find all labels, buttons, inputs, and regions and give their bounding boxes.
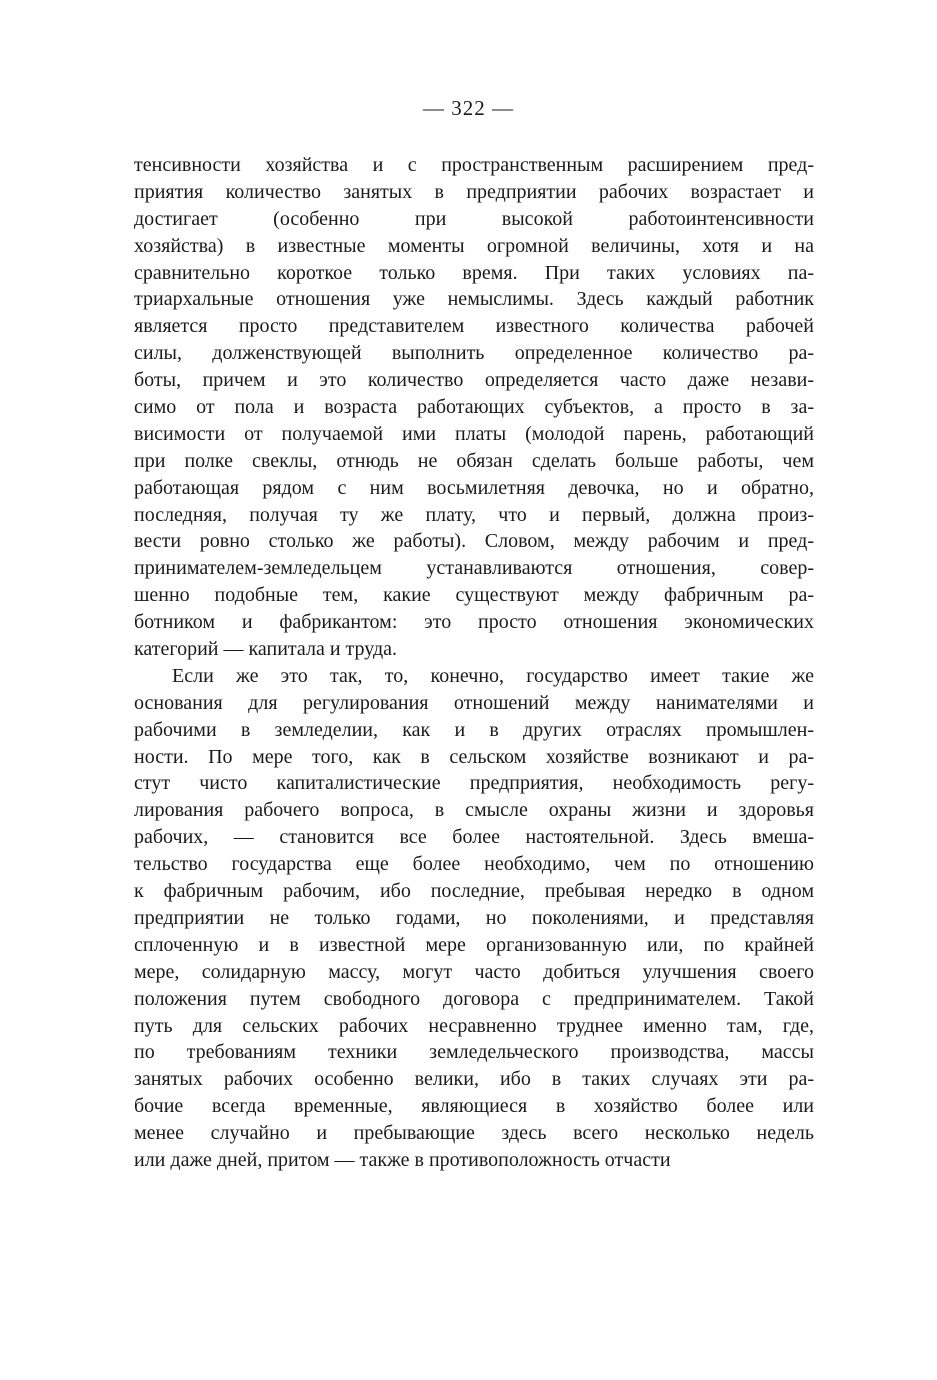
text-line: работающая рядом с ним восьмилетняя девочка, но и обратно, (134, 476, 814, 499)
text-line: вести ровно столько же работы). Словом, между рабочим и пред- (134, 530, 814, 553)
text-line: шенно подобные тем, какие существуют между фабричным ра- (134, 584, 814, 607)
text-line: последняя, получая ту же плату, что и первый, должна произ- (134, 503, 814, 526)
paragraph (134, 152, 814, 663)
text-line: предприятии не только годами, но поколениями, и представляя (134, 906, 814, 929)
text-line: стут чисто капиталистические предприятия, необходимость регу- (134, 772, 814, 795)
text-line: симо от пола и возраста работающих субъектов, а просто в за- (134, 396, 814, 419)
text-line: путь для сельских рабочих несравненно труднее именно там, где, (134, 1014, 814, 1037)
text-line: ботником и фабрикантом: это просто отношения экономических (134, 611, 814, 634)
text-line: тенсивности хозяйства и с пространственным расширением пред- (134, 154, 814, 176)
paragraph (134, 663, 814, 1174)
text-line: боты, причем и это количество определяется часто даже незави- (134, 369, 814, 392)
text-line: силы, долженствующей выполнить определенное количество ра- (134, 342, 814, 365)
body-text (134, 152, 814, 1174)
text-line: является просто представителем известного количества рабочей (134, 315, 814, 338)
text-line: сплоченную и в известной мере организованную или, по крайней (134, 933, 814, 956)
text-line: категорий — капитала и труда. (134, 638, 398, 661)
text-line: триархальные отношения уже немыслимы. Здесь каждый работник (134, 288, 814, 311)
text-line: висимости от получаемой ими платы (молодой парень, работающий (134, 422, 814, 445)
text-line: принимателем-земледельцем устанавливаются отношения, совер- (134, 557, 814, 580)
text-line: положения путем свободного договора с предпринимателем. Такой (134, 987, 814, 1010)
text-line: при полке свеклы, отнюдь не обязан сделать больше работы, чем (134, 449, 814, 472)
text-line: занятых рабочих особенно велики, ибо в таких случаях эти ра- (134, 1068, 814, 1091)
text-line: рабочих, — становится все более настоятельной. Здесь вмеша- (134, 826, 814, 849)
text-line: или даже дней, притом — также в противоположность отчасти (134, 1148, 671, 1171)
text-line: Если же это так, то, конечно, государство имеет такие же (172, 664, 814, 687)
text-line: тельство государства еще более необходимо, чем по отношению (134, 853, 814, 876)
text-line: ности. По мере того, как в сельском хозяйстве возникают и ра- (134, 745, 814, 768)
text-line: бочие всегда временные, являющиеся в хозяйство более или (134, 1095, 814, 1118)
text-line: по требованиям техники земледельческого производства, массы (134, 1041, 814, 1064)
text-line: достигает (особенно при высокой работоинтенсивности (134, 207, 814, 230)
text-line: менее случайно и пребывающие здесь всего несколько недель (134, 1122, 814, 1145)
text-line: хозяйства) в известные моменты огромной величины, хотя и на (134, 234, 814, 257)
text-line: приятия количество занятых в предприятии рабочих возрастает и (134, 180, 814, 203)
page-number: — 322 — (423, 96, 514, 120)
text-line: к фабричным рабочим, ибо последние, пребывая нередко в одном (134, 880, 814, 903)
text-line: сравнительно короткое только время. При таких условиях па- (134, 261, 814, 284)
text-line: рабочими в земледелии, как и в других отраслях промышлен- (134, 718, 814, 741)
text-line: лирования рабочего вопроса, в смысле охраны жизни и здоровья (134, 799, 814, 822)
text-line: мере, солидарную массу, могут часто добиться улучшения своего (134, 960, 814, 983)
text-line: основания для регулирования отношений между нанимателями и (134, 691, 814, 714)
